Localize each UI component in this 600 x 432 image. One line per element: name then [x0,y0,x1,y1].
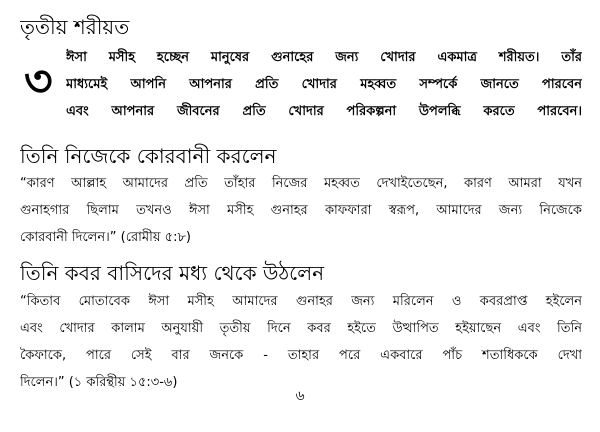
section-number: ৩ [24,56,53,107]
paragraph-line: ঈসা মসীহ হচ্ছেন মানুষের গুনাহের জন্য খোদার একমাত্র শরীয়ত। তাঁর [66,50,582,65]
third-law-text [66,44,582,125]
paragraph-line: কৈফাকে, পারে সেই বার জনকে - তাহার পরে একবারে পাঁচ শতাধিককে দেখা [20,348,582,363]
paragraph-line: এবং খোদার কালাম অনুযায়ী তৃতীয় দিনে কবর হইতে উত্থাপিত হইয়াছেন এবং তিনি [20,321,582,336]
third-law-block [20,44,582,128]
paragraph-line: এবং আপনার জীবনের প্রতি খোদার পরিকল্পনা উপলব্ধি করতে পারবেন। [66,104,582,119]
paragraph-line: “কারণ আল্লাহ আমাদের প্রতি তাঁহার নিজের মহব্বত দেখাইতেছেন, কারণ আমরা যখন [20,176,582,191]
paragraph-line: কোরবানী দিলেন।” (রোমীয় ৫:৮) [20,230,191,245]
paragraph-line: গুনাহগার ছিলাম তখনও ঈসা মসীহ গুনাহর কাফফারা স্বরূপ, আমাদের জন্য নিজেকে [20,203,582,218]
paragraph-line: দিলেন।” (১ করিন্থীয় ১৫:৩-৬) [20,375,178,390]
section-heading-third-law: তৃতীয় শরীয়ত [20,15,130,39]
paragraph-line: “কিতাব মোতাবেক ঈসা মসীহ আমাদের গুনাহর জন্য মরিলেন ও কবরপ্রাপ্ত হইলেন [20,294,582,309]
sacrifice-quote [20,170,582,251]
section-heading-sacrifice: তিনি নিজেকে কোরবানী করলেন [20,144,277,168]
paragraph-line: মাধ্যমেই আপনি আপনার প্রতি খোদার মহব্বত সম্পর্কে জানতে পারবেন [66,77,582,92]
page-number: ৬ [295,388,305,404]
section-heading-resurrection: তিনি কবর বাসিদের মধ্য থেকে উঠলেন [20,261,325,285]
resurrection-quote [20,288,582,396]
